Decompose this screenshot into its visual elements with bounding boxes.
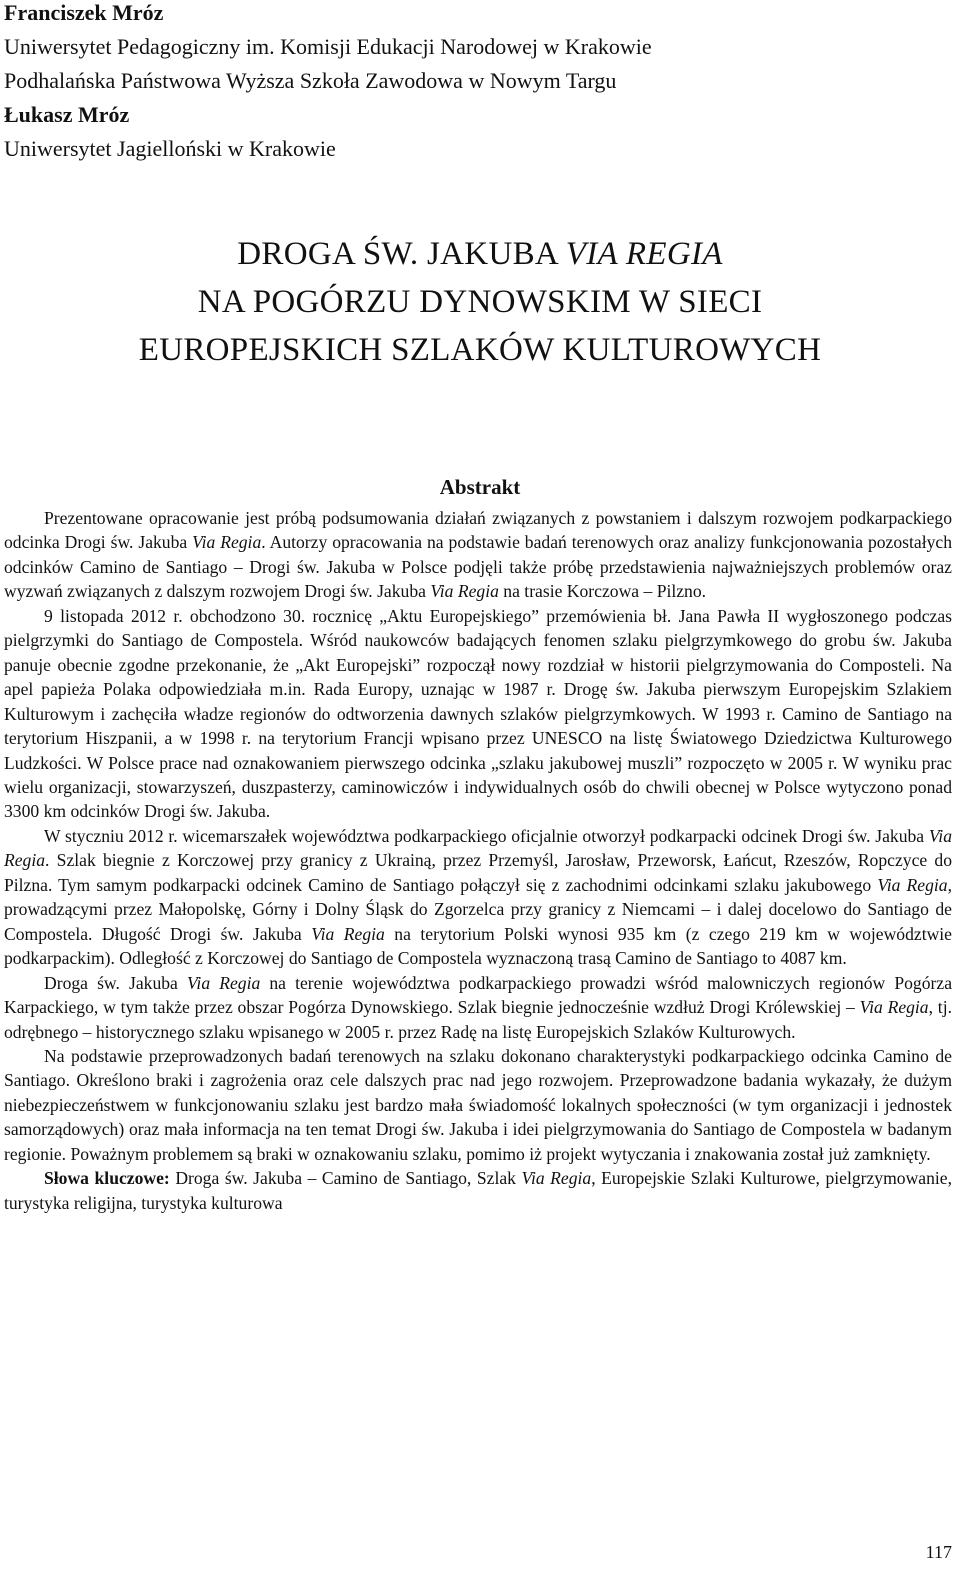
italic-term: Via Regia (311, 923, 385, 944)
author-affiliation-1a: Uniwersytet Pedagogiczny im. Komisji Edukacji Narodowej w Krakowie (4, 34, 652, 59)
keywords-label: Słowa kluczowe: (44, 1168, 170, 1189)
author-name-1: Franciszek Mróz (4, 0, 164, 25)
paragraph-text: , Europejskie Szlaki Kulturowe, pielgrzymowanie, turystyka religijna, turystyka kulturowa (4, 1168, 952, 1213)
abstract-paragraph (4, 971, 952, 1044)
paragraph-text: , tj. odrębnego – historycznego szlaku wpisanego w 2005 r. przez Radę na listę Europejskich Szlaków Kulturowych. (4, 997, 952, 1042)
paragraph-text: . Szlak biegnie z Korczowej przy granicy z Ukrainą, przez Przemyśl, Jarosław, Przeworsk, Łańcut, Rzeszów, Ropczyce do Pilzna. Tym samym podkarpacki odcinek Camino de Santiago połączył się z zachodnimi odcinkami szlaku jakubowego (4, 850, 952, 895)
abstract-paragraph (4, 1044, 952, 1166)
paragraph-text: Prezentowane opracowanie jest próbą podsumowania działań związanych z powstaniem i dalszym rozwojem podkarpackiego odcinka Drogi św. Jakuba (4, 508, 952, 553)
italic-term: Via Regia (859, 997, 929, 1018)
paragraph-text: Droga św. Jakuba – Camino de Santiago, Szlak (169, 1168, 522, 1189)
paragraph-text: . Autorzy opracowania na podstawie badań terenowych oraz analizy funkcjonowania pozostałych odcinków Camino de Santiago – Drogi św. Jakuba w Polsce podjęli także próbę przedstawienia najważniejszych problemów oraz wyzwań związanych z dalszym rozwojem Drogi św. Jakuba (4, 532, 953, 602)
abstract-body (4, 506, 952, 1215)
abstract-paragraph (4, 506, 952, 604)
italic-term: Via Regia (186, 972, 261, 993)
paragraph-text: Na podstawie przeprowadzonych badań terenowych na szlaku dokonano charakterystyki podkarpackiego odcinka Camino de Santiago. Określono braki i zagrożenia oraz cele dalszych prac nad jego rozwojem. Przeprowadzone badania wykazały, że dużym niebezpieczeństwem w funkcjonowaniu szlaku jest bardzo mała świadomość lokalnych społeczności (w tym organizacji i jednostek samorządowych) oraz mała informacja na ten temat Drogi św. Jakuba i idei pielgrzymowania do Santiago de Compostela w badanym regionie. Poważnym problemem są braki w oznakowaniu szlaku, pomimo iż projekt wytyczania i znakowania został już zamknięty. (4, 1045, 952, 1164)
abstract-paragraph (4, 604, 952, 824)
paragraph-text: na terenie województwa podkarpackiego prowadzi wśród malowniczych regionów Pogórza Karpackiego, w tym także przez obszar Pogórza Dynowskiego. Szlak biegnie jednocześnie wzdłuż Drogi Królewskiej – (4, 972, 952, 1018)
italic-term: Via Regia (521, 1168, 592, 1189)
italic-term: Via Regia (4, 825, 952, 871)
paragraph-text: na terytorium Polski wynosi 935 km (z czego 219 km w województwie podkarpackim). Odległość z Korczowej do Santiago de Compostela wyznaczoną trasą Camino de Santiago to 4087 km. (4, 923, 952, 969)
abstract-paragraph (4, 824, 952, 971)
paragraph-text: na trasie Korczowa – Pilzno. (498, 581, 707, 602)
author-name-2: Łukasz Mróz (4, 102, 130, 127)
abstract-paragraph (4, 1166, 952, 1215)
italic-term: Via Regia (877, 874, 948, 895)
title-line1-text: DROGA ŚW. JAKUBA (237, 236, 566, 272)
author-affiliation-1b: Podhalańska Państwowa Wyższa Szkoła Zawodowa w Nowym Targu (4, 68, 617, 93)
page-number: 117 (925, 1542, 952, 1562)
paragraph-text: Droga św. Jakuba (44, 972, 187, 993)
paper-title-line-2: NA POGÓRZU DYNOWSKIM W SIECI (197, 284, 763, 320)
paragraph-text: , prowadzącymi przez Małopolskę, Górny i Dolny Śląsk do Zgorzelca przy granicy z Niemcami – i dalej docelowo do Santiago de Compostela. Długość Drogi św. Jakuba (4, 874, 952, 944)
title-line1-italic: VIA REGIA (565, 236, 723, 272)
author-affiliation-2: Uniwersytet Jagielloński w Krakowie (4, 136, 336, 161)
paragraph-text: 9 listopada 2012 r. obchodzono 30. rocznicę „Aktu Europejskiego” przemówienia bł. Jana Pawła II wygłoszonego podczas pielgrzymki do Santiago de Compostela. Wśród naukowców badających fenomen szlaku pielgrzymkowego do grobu św. Jakuba panuje obecnie zgodne przekonanie, że „Akt Europejski” rozpoczął nowy rozdział w historii pielgrzymowania do Composteli. Na apel papieża Polaka odpowiedziała m.in. Rada Europy, uznając w 1987 r. Drogę św. Jakuba pierwszym Europejskim Szlakiem Kulturowym i zachęciła władze regionów do odtworzenia dawnych szlaków pielgrzymkowych. W 1993 r. Camino de Santiago na terytorium Hiszpanii, a w 1998 r. na terytorium Francji wpisano przez UNESCO na listę Światowego Dziedzictwa Kulturowego Ludzkości. W Polsce prace nad oznakowaniem pierwszego odcinka „szlaku jakubowej muszli” rozpoczęto w 2005 r. W wyniku prac wielu organizacji, stowarzyszeń, duszpasterzy, caminowiczów i indywidualnych osób do chwili obecnej w Polsce wytyczono ponad 3300 km odcinków Drogi św. Jakuba. (4, 605, 952, 822)
italic-term: Via Regia (192, 532, 262, 553)
paper-title-line-1 (0, 236, 960, 273)
paper-title-line-3: EUROPEJSKICH SZLAKÓW KULTUROWYCH (138, 332, 822, 368)
italic-term: Via Regia (430, 581, 499, 602)
abstract-heading: Abstrakt (439, 475, 521, 499)
paragraph-text: W styczniu 2012 r. wicemarszałek województwa podkarpackiego oficjalnie otworzył podkarpacki odcinek Drogi św. Jakuba (44, 825, 929, 846)
